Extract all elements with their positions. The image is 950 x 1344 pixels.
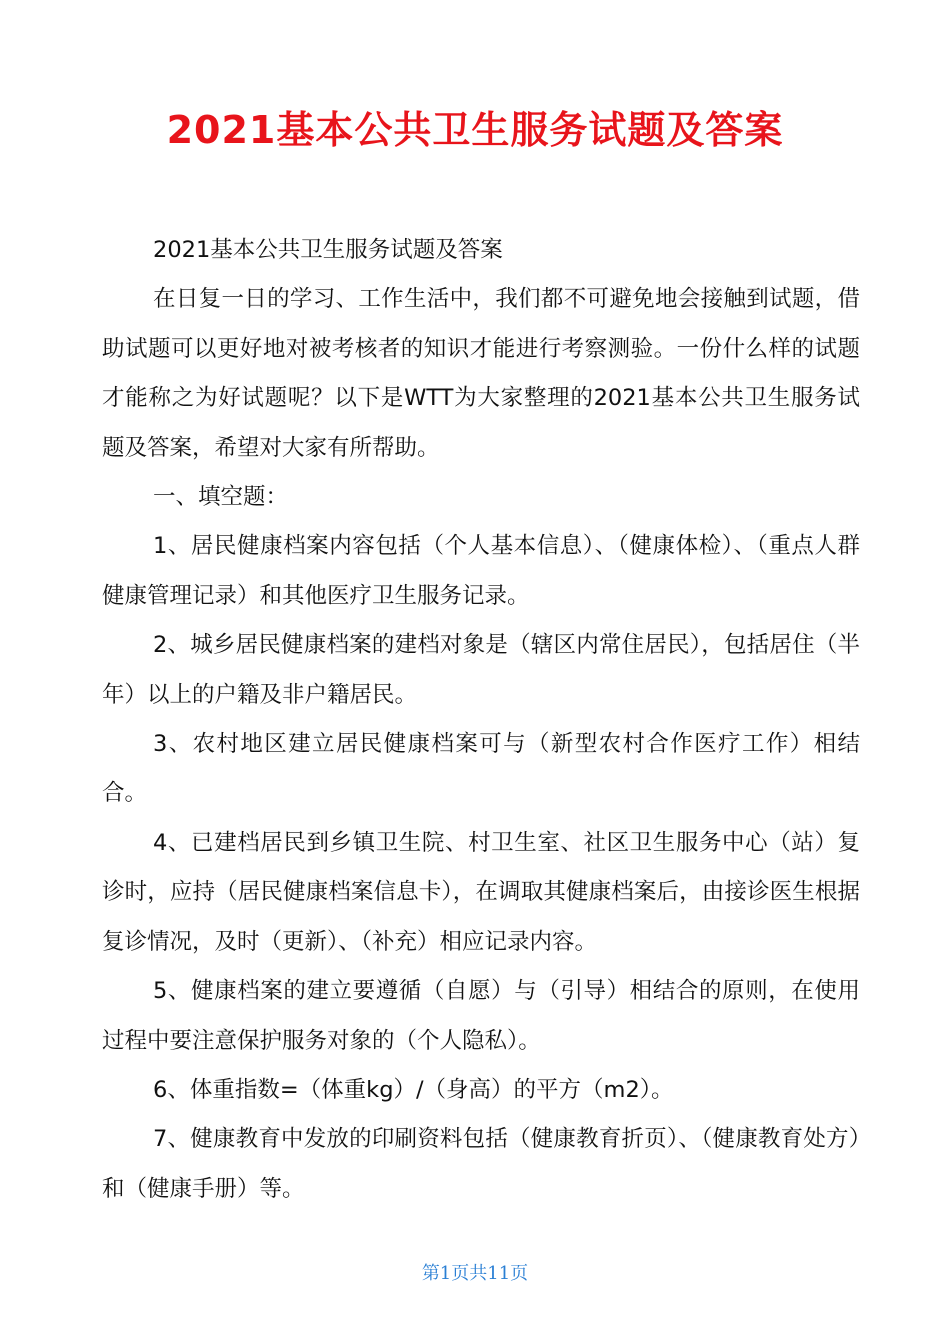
- paragraph-intro: 在日复一日的学习、工作生活中，我们都不可避免地会接触到试题，借助试题可以更好地对被考核者的知识才能进行考察测验。一份什么样的试题才能称之为好试题呢？以下是WTT为大家整理的2021基本公共卫生服务试题及答案，希望对大家有所帮助。: [102, 286, 860, 461]
- page-footer: 第1页共11页: [421, 1263, 529, 1284]
- question-4: 4、已建档居民到乡镇卫生院、村卫生室、社区卫生服务中心（站）复诊时，应持（居民健康档案信息卡），在调取其健康档案后，由接诊医生根据复诊情况，及时（更新）、（补充）相应记录内容。: [102, 829, 860, 955]
- paragraph-subtitle: 2021基本公共卫生服务试题及答案: [153, 237, 503, 263]
- section-heading-fill-blank: 一、填空题：: [153, 484, 289, 511]
- question-7: 7、健康教育中发放的印刷资料包括（健康教育折页）、（健康教育处方）和（健康手册）等。: [102, 1126, 860, 1202]
- question-1: 1、居民健康档案内容包括（个人基本信息）、（健康体检）、（重点人群健康管理记录）和其他医疗卫生服务记录。: [102, 533, 860, 609]
- question-5: 5、健康档案的建立要遵循（自愿）与（引导）相结合的原则，在使用过程中要注意保护服务对象的（个人隐私）。: [102, 978, 860, 1054]
- page-title: 2021基本公共卫生服务试题及答案: [166, 108, 784, 152]
- question-3: 3、农村地区建立居民健康档案可与（新型农村合作医疗工作）相结合。: [102, 731, 860, 807]
- question-6: 6、体重指数=（体重kg）/（身高）的平方（m2）。: [153, 1076, 674, 1103]
- document-body: [102, 226, 860, 1214]
- question-2: 2、城乡居民健康档案的建档对象是（辖区内常住居民），包括居住（半年）以上的户籍及非户籍居民。: [102, 632, 860, 708]
